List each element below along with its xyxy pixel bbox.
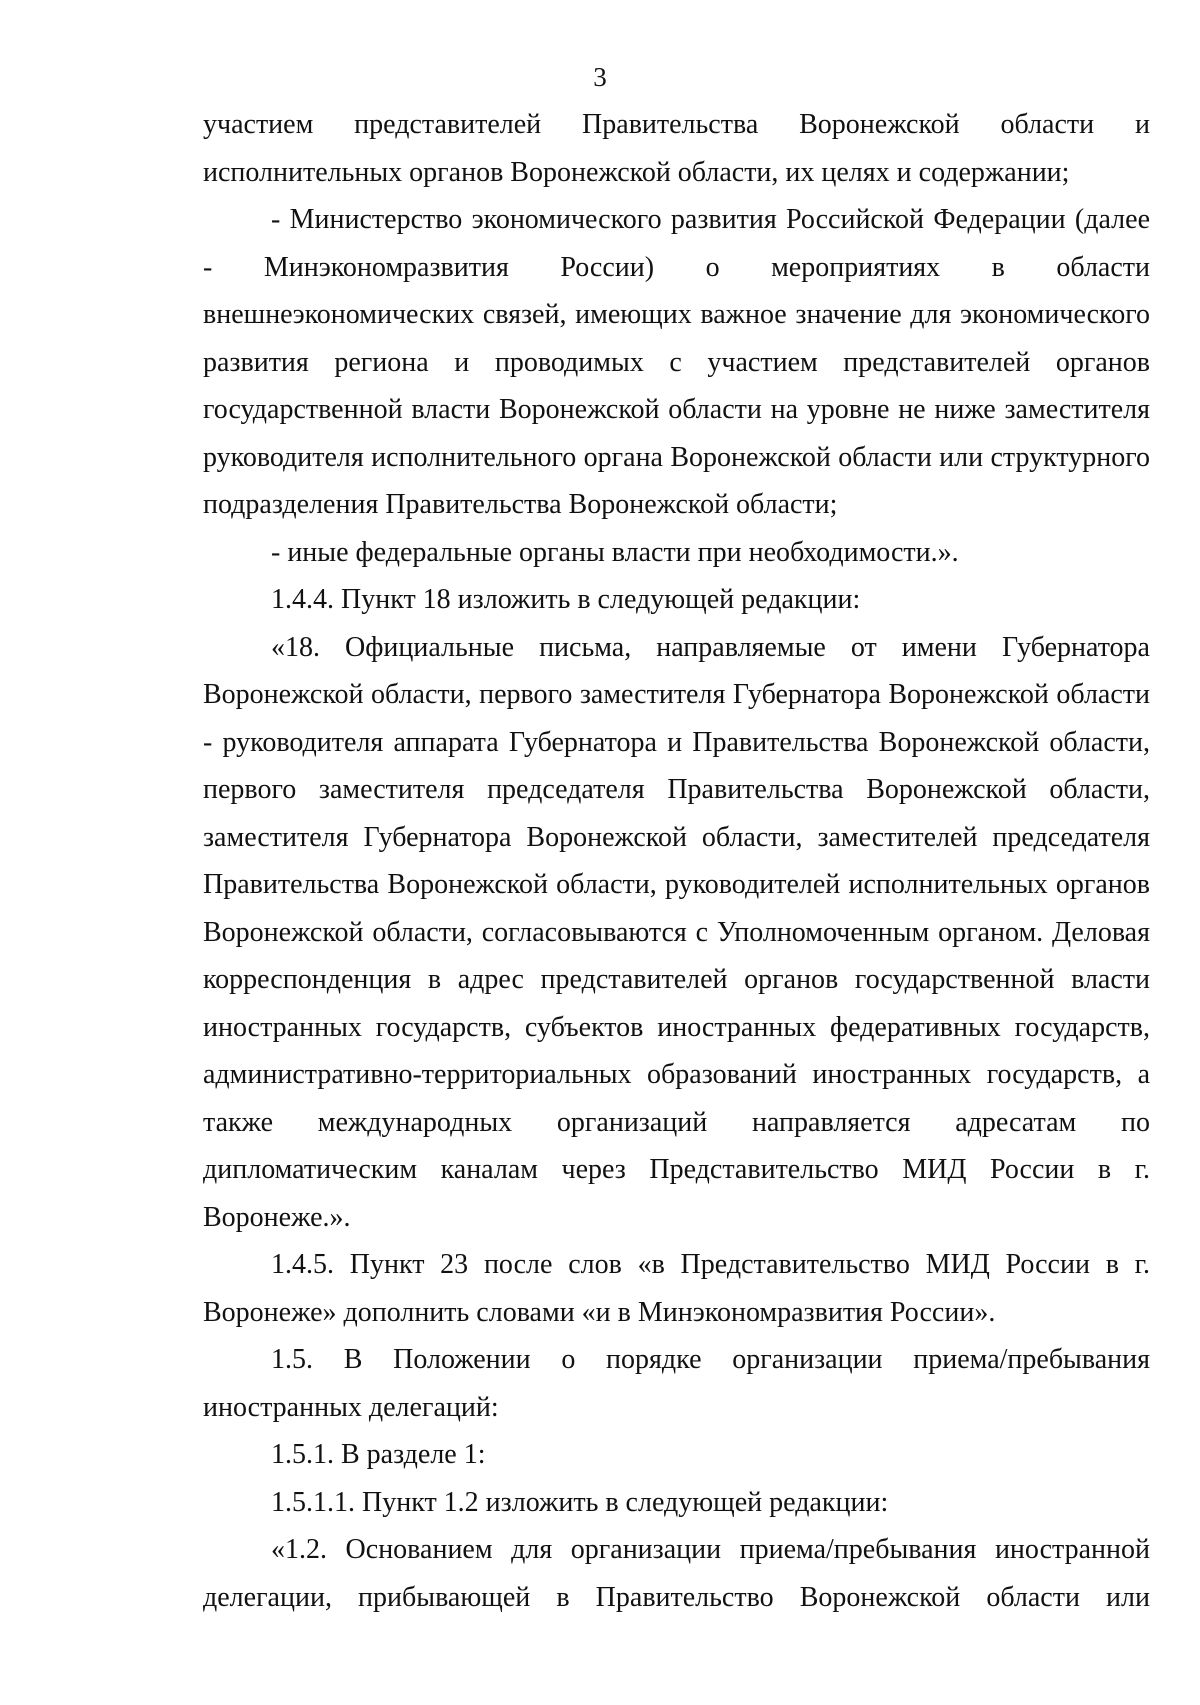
paragraph-continuation: участием представителей Правительства Воронежской области и исполнительных органов Воронежской области, их целях и содержании; <box>203 109 1150 188</box>
paragraph-1-5: 1.5. В Положении о порядке организации приема/пребывания иностранных делегаций: <box>203 1344 1150 1423</box>
paragraph-1-4-4: 1.4.4. Пункт 18 изложить в следующей редакции: <box>271 584 861 615</box>
paragraph-ministry-economy: - Министерство экономического развития Российской Федерации (далее - Минэкономразвития России) о мероприятиях в области внешнеэкономических связей, имеющих важное значение для экономического развития региона и проводимых с участием представителей органов государственной власти Воронежской области на уровне не ниже заместителя руководителя исполнительного органа Воронежской области или структурного подразделения Правительства Воронежской области; <box>203 204 1150 520</box>
paragraph-1-5-1-1: 1.5.1.1. Пункт 1.2 изложить в следующей редакции: <box>271 1486 889 1518</box>
paragraph-1-5-1: 1.5.1. В разделе 1: <box>271 1439 486 1470</box>
paragraph-point-1-2: «1.2. Основанием для организации приема/пребывания иностранной делегации, прибывающей в Правительство Воронежской области или <box>203 1534 1150 1613</box>
page-number: 3 <box>593 62 607 92</box>
paragraph-other-federal-bodies: - иные федеральные органы власти при необходимости.». <box>271 536 959 568</box>
paragraph-1-4-5: 1.4.5. Пункт 23 после слов «в Представительство МИД России в г. Воронеже» дополнить словами «и в Минэкономразвития России». <box>203 1249 1150 1328</box>
document-body <box>203 101 1150 1621</box>
paragraph-point-18: «18. Официальные письма, направляемые от имени Губернатора Воронежской области, первого заместителя Губернатора Воронежской области - руководителя аппарата Губернатора и Правительства Воронежской области, первого заместителя председателя Правительства Воронежской области, заместителя Губернатора Воронежской области, заместителей председателя Правительства Воронежской области, руководителей исполнительных органов Воронежской области, согласовываются с Уполномоченным органом. Деловая корреспонденция в адрес представителей органов государственной власти иностранных государств, субъектов иностранных федеративных государств, административно-территориальных образований иностранных государств, а также международных организаций направляется адресатам по дипломатическим каналам через Представительство МИД России в г. Воронеже.». <box>203 631 1150 1233</box>
